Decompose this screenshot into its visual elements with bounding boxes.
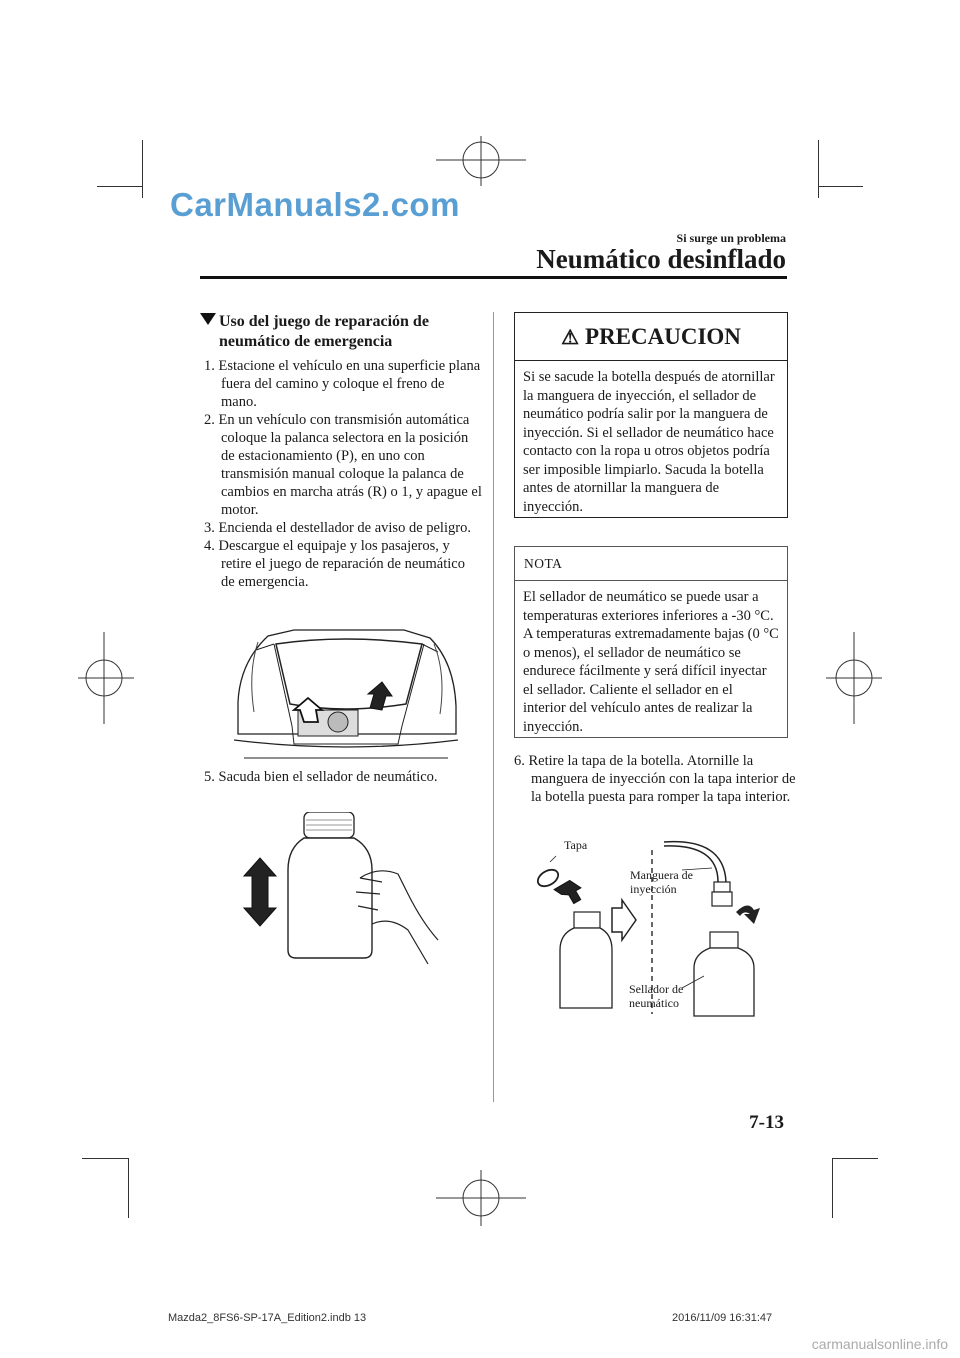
caution-header [515, 313, 787, 361]
section-heading-line2: neumático de emergencia [219, 333, 393, 350]
step-item: 1. Estacione el vehículo en una superficie plana fuera del camino y coloque el freno de mano. [204, 358, 481, 410]
registration-mark-right [826, 632, 882, 724]
shake-bottle-illustration [238, 812, 448, 970]
registration-mark-bottom [436, 1170, 526, 1226]
column-divider [493, 312, 494, 1102]
section-heading [200, 312, 490, 352]
label-tapa: Tapa [564, 838, 588, 852]
triangle-bullet-icon [200, 313, 216, 325]
footer-timestamp: 2016/11/09 16:31:47 [672, 1312, 773, 1324]
caution-title: PRECAUCION [585, 324, 741, 349]
label-manguera-line2: inyección [630, 882, 677, 896]
label-manguera-line1: Manguera de [630, 868, 693, 882]
warning-triangle-icon: ⚠ [561, 327, 580, 349]
label-sellador-line2: neumático [629, 996, 679, 1010]
header-divider [200, 276, 787, 279]
footer-file: Mazda2_8FS6-SP-17A_Edition2.indb 13 [168, 1312, 367, 1324]
section-heading-line1: Uso del juego de reparación de [219, 313, 429, 330]
step-5: 5. Sacuda bien el sellador de neumático. [204, 769, 438, 785]
watermark-bottom[interactable]: carmanualsonline.info [811, 1336, 948, 1352]
label-sellador [629, 982, 683, 1010]
label-manguera [630, 868, 693, 896]
registration-mark-top [436, 136, 526, 186]
steps-list [204, 357, 482, 591]
nota-title: NOTA [515, 547, 787, 581]
registration-mark-left [78, 632, 134, 724]
nota-text: El sellador de neumático se puede usar a temperaturas exteriores inferiores a -30 °C. A temperaturas extremadamente bajas (0 °C o menos), el sellador de neumático se endurece fácilmente y será difícil inyectar el sellador. Caliente el sellador en el interior del vehículo antes de realizar la inyección. [523, 589, 779, 735]
nota-box [514, 546, 788, 738]
header-section: Si surge un problema [676, 231, 786, 245]
page-number: 7-13 [749, 1112, 784, 1133]
caution-box [514, 312, 788, 518]
label-sellador-line1: Sellador de [629, 982, 684, 996]
caution-text: Si se sacude la botella después de atornillar la manguera de inyección, el sellador de neumático podría salir por la manguera de inyección. Si el sellador de neumático hace contacto con la ropa u otros objetos podría ser imposible limpiarlo. Sacuda la botella antes de atornillar la manguera de inyección. [523, 369, 775, 515]
trunk-illustration [234, 622, 458, 760]
step-6: 6. Retire la tapa de la botella. Atornille la manguera de inyección con la tapa interior de la botella puesta para romper la tapa interior. [514, 753, 796, 805]
page-title: Neumático desinflado [536, 244, 786, 274]
step-item: 4. Descargue el equipaje y los pasajeros, y retire el juego de reparación de neumático de emergencia. [204, 538, 465, 590]
step-item: 3. Encienda el destellador de aviso de peligro. [204, 520, 471, 536]
watermark-logo[interactable]: CarManuals2.com [170, 186, 460, 223]
step-item: 2. En un vehículo con transmisión automática coloque la palanca selectora en la posición de estacionamiento (P), en uno con transmisión manual coloque la palanca de cambios en marcha atrás (R) o 1, y apague el motor. [204, 412, 482, 518]
